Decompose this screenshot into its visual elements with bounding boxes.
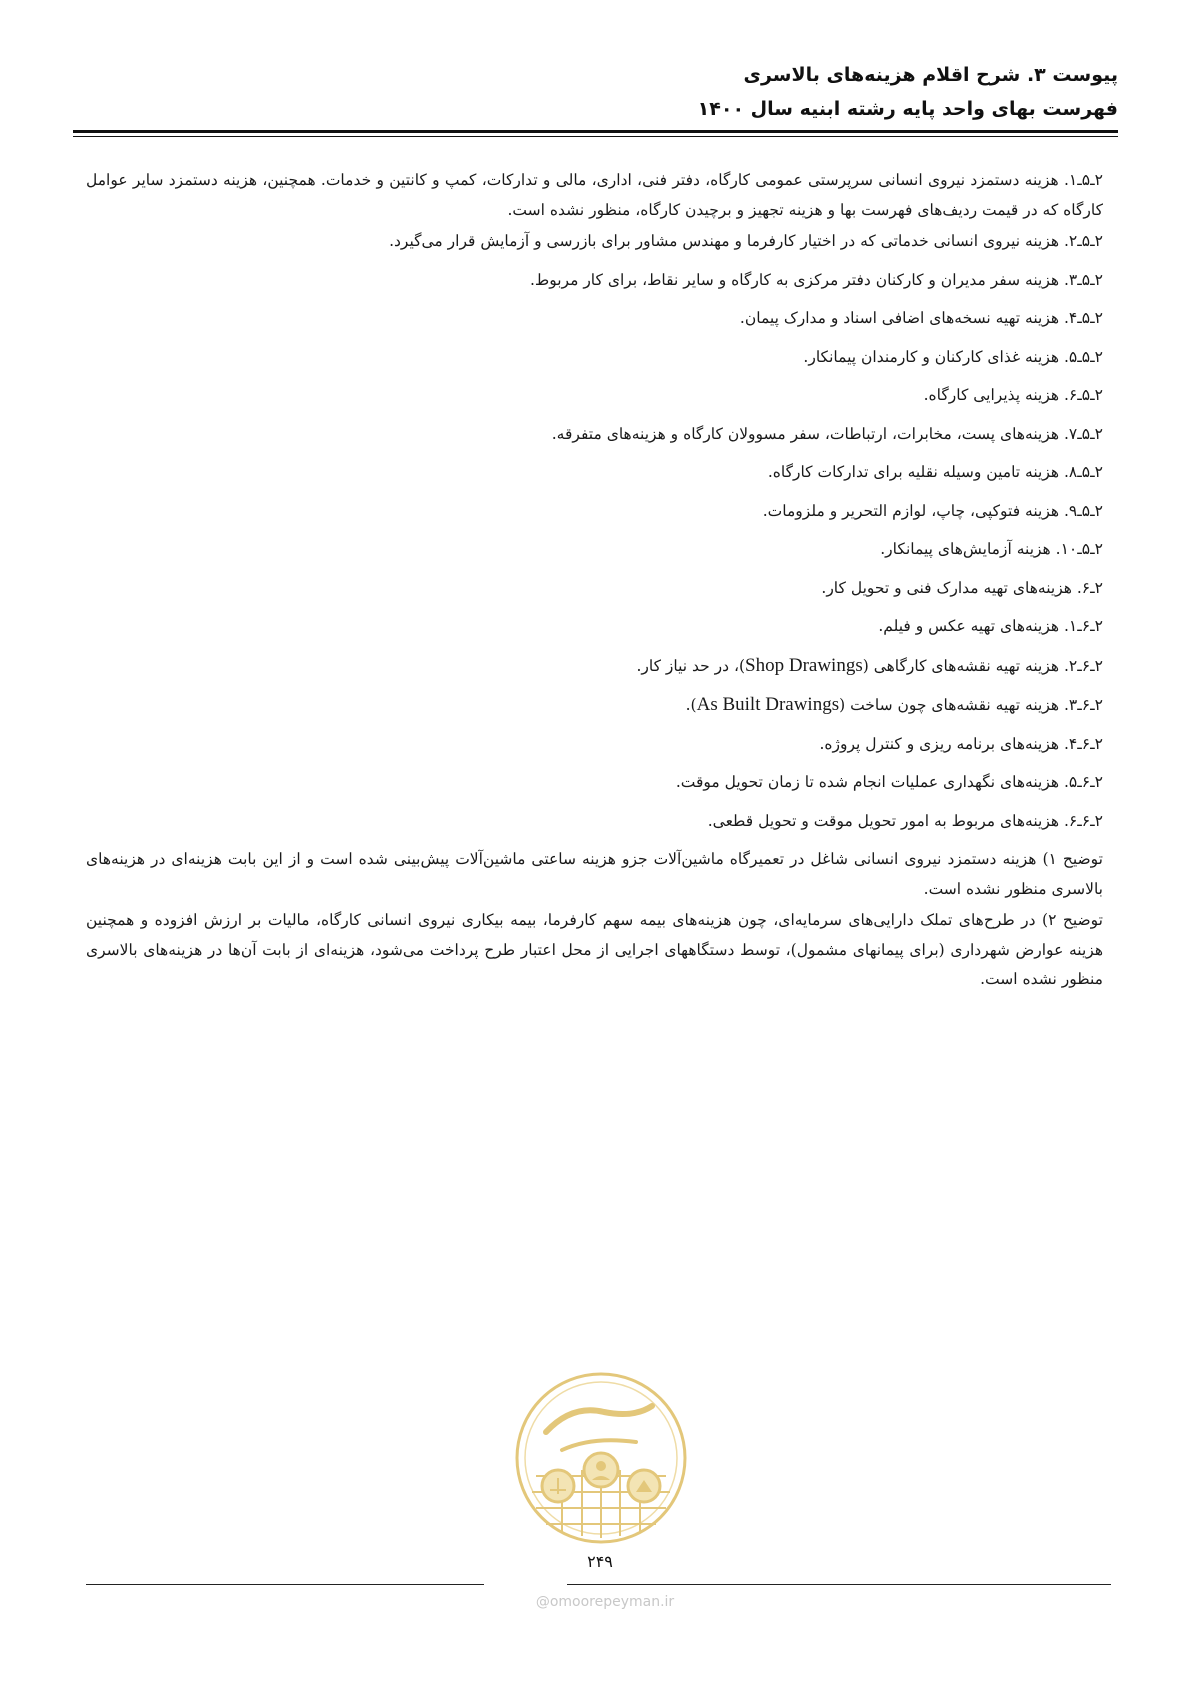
- page-number: ۲۴۹: [587, 1552, 613, 1571]
- list-item: ۲ـ۵ـ۱. هزینه دستمزد نیروی انسانی سرپرستی عمومی کارگاه، دفتر فنی، اداری، مالی و تدارکات، کمپ و کانتین و خدمات. همچنین، هزینه دستمزد سایر عوامل کارگاه که در قیمت ردیف‌های فهرست بها و هزینه تجهیز و برچیدن کارگاه، منظور نشده است.: [86, 171, 1103, 219]
- list-item: ۲ـ۶ـ۵. هزینه‌های نگهداری عملیات انجام شده تا زمان تحویل موقت.: [675, 773, 1103, 791]
- item-text: ۲ـ۶ـ۳. هزینه تهیه نقشه‌های چون ساخت (: [839, 696, 1103, 714]
- list-item: ۲ـ۵ـ۷. هزینه‌های پست، مخابرات، ارتباطات، سفر مسوولان کارگاه و هزینه‌های متفرقه.: [551, 424, 1103, 443]
- list-item: ۲ـ۵ـ۴. هزینه تهیه نسخه‌های اضافی اسناد و مدارک پیمان.: [739, 309, 1103, 327]
- list-item: ۲ـ۶ـ۱. هزینه‌های تهیه عکس و فیلم.: [878, 617, 1103, 635]
- list-item-as-built-drawings: [86, 690, 1103, 721]
- header-subtitle: فهرست بهای واحد پایه رشته ابنیه سال ۱۴۰۰: [697, 98, 1118, 120]
- note-1: توضیح ۱) هزینه دستمزد نیروی انسانی شاغل در تعمیرگاه ماشین‌آلات جزو هزینه ساعتی ماشین‌آلات پیش‌بینی شده است و از این بابت هزینه‌ای در هزینه‌های بالاسری منظور نشده است.: [86, 850, 1104, 898]
- item-english-term: Shop Drawings: [745, 654, 863, 676]
- footer-rule: [567, 1584, 1111, 1585]
- header-rule-thin: [73, 136, 1118, 137]
- page-header: [73, 58, 1118, 126]
- item-english-term: As Built Drawings: [696, 694, 840, 715]
- list-item: ۲ـ۶ـ۴. هزینه‌های برنامه ریزی و کنترل پروژه.: [819, 734, 1103, 753]
- list-item: ۲ـ۶. هزینه‌های تهیه مدارک فنی و تحویل کار.: [821, 578, 1103, 597]
- list-item: ۲ـ۵ـ۱۰. هزینه آزمایش‌های پیمانکار.: [880, 540, 1103, 558]
- list-item: ۲ـ۵ـ۳. هزینه سفر مدیران و کارکنان دفتر مرکزی به کارگاه و سایر نقاط، برای کار مربوط.: [529, 270, 1103, 289]
- item-text: ۲ـ۶ـ۲. هزینه تهیه نقشه‌های کارگاهی (: [862, 656, 1103, 675]
- list-item-shop-drawings: [86, 651, 1103, 682]
- list-item: ۲ـ۶ـ۶. هزینه‌های مربوط به امور تحویل موقت و تحویل قطعی.: [707, 811, 1103, 830]
- list-item: ۲ـ۵ـ۸. هزینه تامین وسیله نقلیه برای تدارکات کارگاه.: [767, 463, 1103, 481]
- header-title: پیوست ۳. شرح اقلام هزینه‌های بالاسری: [743, 64, 1118, 86]
- list-item: ۲ـ۵ـ۵. هزینه غذای کارکنان و کارمندان پیمانکار.: [803, 347, 1103, 366]
- watermark-seal-icon: [512, 1366, 690, 1556]
- item-text: ).: [685, 696, 697, 714]
- note-2: توضیح ۲) در طرح‌های تملک دارایی‌های سرمایه‌ای، چون هزینه‌های بیمه سهم کارفرما، بیمه بیکاری نیروی انسانی کارگاه، مالیات بر ارزش افزوده و همچنین هزینه عوارض شهرداری (برای پیمانهای مشمول)، توسط دستگاههای اجرایی از محل اعتبار طرح پرداخت می‌شود، هزینه‌ای از بابت آن‌ها در هزینه‌های بالاسری منظور نشده است.: [86, 911, 1103, 988]
- header-rule-thick: [73, 130, 1118, 133]
- item-text: )، در حد نیاز کار.: [636, 656, 746, 675]
- list-item: ۲ـ۵ـ۲. هزینه نیروی انسانی خدماتی که در اختیار کارفرما و مهندس مشاور برای بازرسی و آزمایش قرار می‌گیرد.: [389, 232, 1103, 250]
- list-item: ۲ـ۵ـ۹. هزینه فتوکپی، چاپ، لوازم التحریر و ملزومات.: [762, 501, 1103, 520]
- document-body: [86, 166, 1103, 997]
- list-item: ۲ـ۵ـ۶. هزینه پذیرایی کارگاه.: [923, 386, 1103, 404]
- footer-rule: [86, 1584, 484, 1585]
- watermark-url: @omoorepeyman.ir: [535, 1594, 675, 1610]
